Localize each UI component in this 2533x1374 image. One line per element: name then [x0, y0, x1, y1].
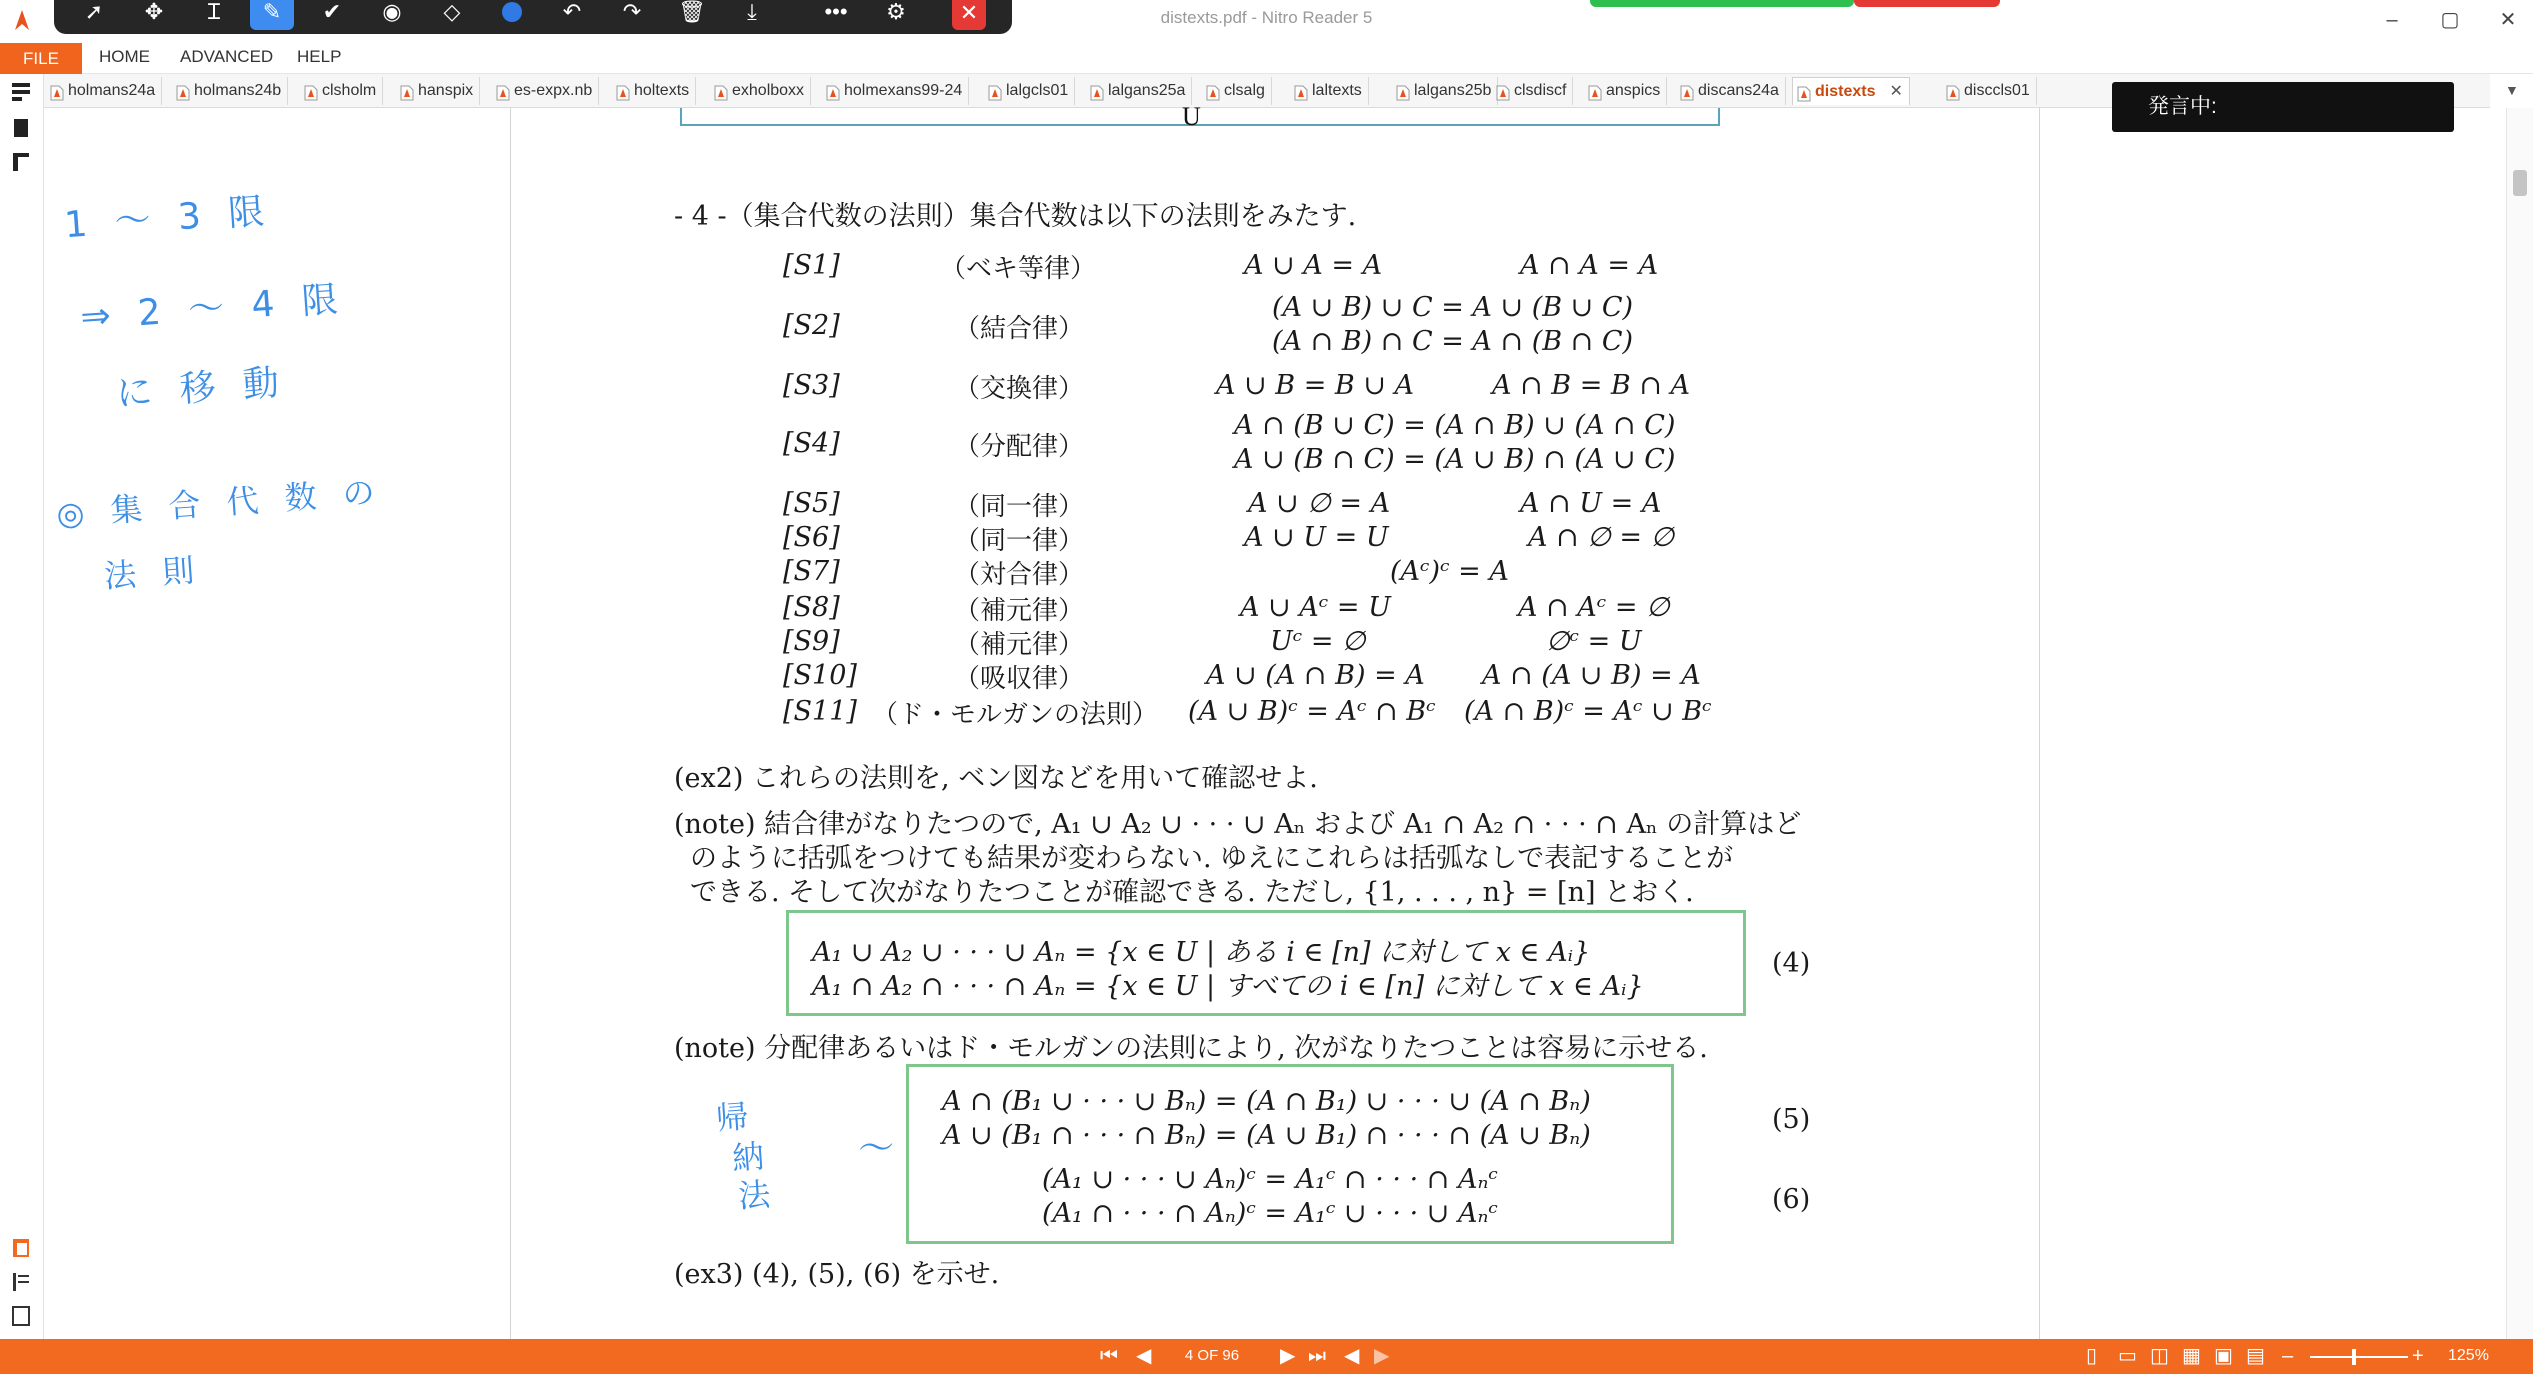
- law-formula-union: (A ∪ B) ∪ C = A ∪ (B ∪ C): [1272, 292, 1634, 323]
- redo-icon[interactable]: ↷: [622, 0, 642, 24]
- note-1-line-2: のように括弧をつけても結果が変わらない. ゆえにこれらは括弧なしで表記することが: [690, 843, 1734, 874]
- tab-holtexts[interactable]: [612, 77, 696, 105]
- pdf-file-icon: [1496, 83, 1510, 99]
- tab-lalgans25a[interactable]: [1086, 77, 1192, 105]
- tab-label: disccls01: [1964, 82, 2030, 99]
- menu-file[interactable]: FILE: [0, 43, 82, 74]
- previous-page-icon[interactable]: ◀: [1136, 1345, 1152, 1367]
- law-name: （ド・モルガンの法則）: [872, 700, 1159, 730]
- law-formula-intersection: A ∩ Aᶜ = ∅: [1518, 592, 1670, 623]
- previous-view-icon[interactable]: ◀: [1344, 1345, 1360, 1367]
- tab-distexts[interactable]: [1792, 77, 1910, 105]
- maximize-icon[interactable]: ▢: [2440, 9, 2460, 31]
- menu-advanced[interactable]: ADVANCED: [180, 47, 274, 66]
- law-formula-intersection: A ∩ (A ∪ B) = A: [1482, 660, 1701, 691]
- equation-number-5: (5): [1772, 1104, 1811, 1135]
- law-formula-intersection: A ∪ (B ∩ C) = (A ∪ B) ∩ (A ∪ C): [1234, 444, 1676, 475]
- law-formula-union: A ∩ (B ∪ C) = (A ∩ B) ∪ (A ∩ C): [1234, 410, 1676, 441]
- tab-label: discans24a: [1698, 82, 1779, 99]
- law-name: （交換律）: [954, 374, 1085, 404]
- bookmarks-icon[interactable]: [9, 116, 33, 140]
- fit-width-icon[interactable]: ▣: [2214, 1345, 2233, 1367]
- stamp-icon[interactable]: ◉: [382, 0, 402, 24]
- signatures-icon[interactable]: [9, 1304, 33, 1328]
- close-window-icon[interactable]: ✕: [2499, 9, 2517, 31]
- tab-es-expx[interactable]: [492, 77, 599, 105]
- law-label: [S11]: [783, 696, 857, 727]
- handwriting-side-1: 帰: [714, 1096, 758, 1138]
- handwriting-line-1: 1 ～ 3 限: [63, 190, 274, 247]
- pen-icon[interactable]: ✎: [250, 0, 294, 30]
- frame-letter: U: [1182, 102, 1201, 131]
- box6-line-1: (A₁ ∪ · · · ∪ Aₙ)ᶜ = A₁ᶜ ∩ · · · ∩ Aₙᶜ: [1042, 1164, 1498, 1195]
- eraser-icon[interactable]: ◇: [443, 0, 461, 24]
- page-indicator[interactable]: 4 OF 96: [1184, 1347, 1240, 1364]
- select-arrow-icon[interactable]: ➚: [84, 0, 104, 24]
- previous-figure-frame: [680, 102, 1720, 131]
- law-label: [S7]: [783, 556, 840, 587]
- tab-label: lalgans25b: [1414, 82, 1492, 99]
- zoom-out-icon[interactable]: –: [2282, 1345, 2294, 1367]
- minimize-icon[interactable]: –: [2386, 9, 2398, 31]
- tab-clsdiscf[interactable]: [1492, 77, 1573, 105]
- law-formula-intersection: ∅ᶜ = U: [1546, 626, 1642, 657]
- note-2: (note) 分配律あるいはド・モルガンの法則により, 次がなりたつことは容易に示せる.: [674, 1033, 1708, 1064]
- layers-icon[interactable]: [9, 1270, 33, 1294]
- law-formula-union: A ∪ (A ∩ B) = A: [1206, 660, 1425, 691]
- equation-number-6: (6): [1772, 1184, 1811, 1215]
- law-label: [S8]: [783, 592, 840, 623]
- close-icon[interactable]: ✕: [952, 0, 986, 30]
- tab-disccls01[interactable]: [1942, 77, 2037, 105]
- tab-label: clsholm: [322, 82, 377, 99]
- audio-level-red: [1854, 0, 2000, 7]
- tab-close-icon[interactable]: ✕: [1889, 83, 1903, 100]
- fit-page-icon[interactable]: ▤: [2246, 1345, 2265, 1367]
- tab-clsalg[interactable]: [1202, 77, 1272, 105]
- handwriting-side-2: 納: [730, 1136, 774, 1178]
- ribbon-menu: [0, 40, 2533, 74]
- tab-label: clsalg: [1224, 82, 1265, 99]
- move-icon[interactable]: ✥: [144, 0, 164, 24]
- tab-anspics[interactable]: [1584, 77, 1667, 105]
- box4-line-1: A₁ ∪ A₂ ∪ · · · ∪ Aₙ = {x ∈ U | ある i ∈ [n] に対して x ∈ Aᵢ}: [812, 937, 1591, 968]
- tab-holmans24b[interactable]: [172, 77, 288, 105]
- law-label: [S10]: [783, 660, 857, 691]
- tab-holmans24a[interactable]: [46, 77, 162, 105]
- law-name: （結合律）: [954, 314, 1085, 344]
- law-formula-union: A ∪ ∅ = A: [1248, 488, 1391, 519]
- law-label: [S5]: [783, 488, 840, 519]
- law-formula-intersection: A ∩ B = B ∩ A: [1492, 370, 1691, 401]
- left-rail: [0, 74, 44, 1339]
- pdf-file-icon: [1206, 83, 1220, 99]
- tab-laltexts[interactable]: [1290, 77, 1369, 105]
- law-formula-union: (A ∪ B)ᶜ = Aᶜ ∩ Bᶜ: [1188, 696, 1436, 727]
- pdf-file-icon: [176, 83, 190, 99]
- box6-line-2: (A₁ ∩ · · · ∩ Aₙ)ᶜ = A₁ᶜ ∪ · · · ∪ Aₙᶜ: [1042, 1198, 1498, 1229]
- law-name: （吸収律）: [954, 664, 1085, 694]
- law-name: （分配律）: [954, 432, 1085, 462]
- pdf-file-icon: [400, 83, 414, 99]
- exercise-2: (ex2) これらの法則を, ベン図などを用いて確認せよ.: [674, 763, 1318, 794]
- last-page-icon[interactable]: ⏭: [1308, 1345, 1326, 1367]
- law-formula-intersection: (A ∩ B)ᶜ = Aᶜ ∪ Bᶜ: [1464, 696, 1712, 727]
- section-heading: - 4 -（集合代数の法則）集合代数は以下の法則をみたす.: [674, 201, 1357, 232]
- law-label: [S2]: [783, 310, 840, 341]
- scrollbar-thumb[interactable]: [2513, 170, 2527, 196]
- tab-label: hanspix: [418, 82, 474, 99]
- pdf-file-icon: [1946, 83, 1960, 99]
- law-label: [S4]: [783, 428, 840, 459]
- audio-level-green: [1590, 0, 1854, 7]
- speaking-overlay: 発言中:: [2112, 82, 2454, 132]
- profile-icon[interactable]: ⚙: [886, 0, 906, 24]
- box5-line-1: A ∩ (B₁ ∪ · · · ∪ Bₙ) = (A ∩ B₁) ∪ · · · ∪ (A ∩ Bₙ): [942, 1086, 1591, 1117]
- menu-help[interactable]: HELP: [297, 47, 342, 66]
- law-formula-union: A ∪ A = A: [1244, 250, 1383, 281]
- pdf-file-icon: [1797, 84, 1811, 100]
- continuous-view-icon[interactable]: ▭: [2118, 1345, 2137, 1367]
- tab-label: exholboxx: [732, 82, 805, 99]
- attachments-icon[interactable]: [9, 1236, 33, 1260]
- undo-icon[interactable]: ↶: [562, 0, 582, 24]
- law-formula-intersection: A ∩ ∅ = ∅: [1528, 522, 1675, 553]
- law-formula-union: Uᶜ = ∅: [1270, 626, 1366, 657]
- tab-holmexans99-24[interactable]: [822, 77, 969, 105]
- save-icon[interactable]: ⤓: [747, 0, 757, 24]
- law-formula-involution: (Aᶜ)ᶜ = A: [1390, 556, 1509, 587]
- tab-lalgcls01[interactable]: [984, 77, 1075, 105]
- tab-label: lalgans25a: [1108, 82, 1186, 99]
- status-bar: [0, 1339, 2533, 1374]
- facing-continuous-view-icon[interactable]: ▦: [2182, 1345, 2201, 1367]
- tab-label: anspics: [1606, 82, 1661, 99]
- text-cursor-icon[interactable]: Ɪ: [207, 0, 221, 24]
- exercise-3: (ex3) (4), (5), (6) を示せ.: [674, 1259, 1000, 1290]
- pdf-file-icon: [1090, 83, 1104, 99]
- law-formula-intersection: A ∩ A = A: [1520, 250, 1659, 281]
- first-page-icon[interactable]: ⏮: [1100, 1345, 1118, 1367]
- handwriting-line-4: ◎ 集 合 代 数 の: [55, 472, 384, 534]
- box5-line-2: A ∪ (B₁ ∩ · · · ∩ Bₙ) = (A ∪ B₁) ∩ · · · ∩ (A ∪ Bₙ): [942, 1120, 1591, 1151]
- next-page-icon[interactable]: ▶: [1280, 1345, 1296, 1367]
- law-formula-intersection: A ∩ U = A: [1520, 488, 1662, 519]
- pdf-file-icon: [304, 83, 318, 99]
- law-formula-union: A ∪ U = U: [1244, 522, 1389, 553]
- trash-icon[interactable]: 🗑: [678, 0, 706, 24]
- pages-panel-icon[interactable]: [9, 80, 33, 104]
- law-name: （同一律）: [954, 526, 1085, 556]
- pdf-file-icon: [1294, 83, 1308, 99]
- pdf-file-icon: [988, 83, 1002, 99]
- box4-line-2: A₁ ∩ A₂ ∩ · · · ∩ Aₙ = {x ∈ U | すべての i ∈ [n] に対して x ∈ Aᵢ}: [812, 971, 1644, 1002]
- single-page-view-icon[interactable]: ▯: [2086, 1345, 2098, 1367]
- pdf-file-icon: [826, 83, 840, 99]
- tab-discans24a[interactable]: [1676, 77, 1786, 105]
- tab-label: holmans24b: [194, 82, 282, 99]
- pdf-file-icon: [1680, 83, 1694, 99]
- note-1-line-1: (note) 結合律がなりたつので, A₁ ∪ A₂ ∪ · · · ∪ Aₙ および A₁ ∩ A₂ ∩ · · · ∩ Aₙ の計算はど: [674, 809, 1802, 840]
- tab-label: clsdiscf: [1514, 82, 1567, 99]
- zoom-slider[interactable]: [2310, 1356, 2408, 1358]
- handwriting-line-2: ⇒ 2 ～ 4 限: [79, 278, 348, 339]
- pdf-file-icon: [714, 83, 728, 99]
- law-name: （補元律）: [954, 596, 1085, 626]
- more-icon[interactable]: •••: [824, 0, 848, 24]
- canvas-margin-right: [2041, 108, 2506, 1339]
- tab-exholboxx[interactable]: [710, 77, 811, 105]
- law-name: （対合律）: [954, 560, 1085, 590]
- pdf-file-icon: [1588, 83, 1602, 99]
- menu-home[interactable]: HOME: [99, 47, 150, 66]
- law-name: （ベキ等律）: [940, 254, 1097, 284]
- law-formula-union: A ∪ B = B ∪ A: [1216, 370, 1415, 401]
- law-name: （補元律）: [954, 630, 1085, 660]
- pdf-file-icon: [1396, 83, 1410, 99]
- zoom-in-icon[interactable]: +: [2412, 1345, 2424, 1367]
- tab-label: laltexts: [1312, 82, 1362, 99]
- tab-hanspix[interactable]: [396, 77, 480, 105]
- law-formula-union: A ∪ Aᶜ = U: [1240, 592, 1391, 623]
- note-1-line-3: できる. そして次がなりたつことが確認できる. ただし, {1, . . . , n} = [n] とおく.: [690, 877, 1694, 908]
- law-name: （同一律）: [954, 492, 1085, 522]
- tab-label: lalgcls01: [1006, 82, 1069, 99]
- tab-scroll-down-icon[interactable]: ▼: [2505, 82, 2519, 98]
- tab-clsholm[interactable]: [300, 77, 383, 105]
- tab-label: holmans24a: [68, 82, 156, 99]
- handwriting-side-3: 法: [736, 1174, 780, 1216]
- tab-label: holmexans99-24: [844, 82, 963, 99]
- handwriting-line-5: 法 則: [102, 550, 204, 596]
- law-label: [S6]: [783, 522, 840, 553]
- handwriting-line-3: に 移 動: [114, 362, 289, 415]
- pdf-file-icon: [50, 83, 64, 99]
- check-icon[interactable]: ✔: [322, 0, 342, 24]
- handwriting-tilde: ～: [856, 1126, 904, 1171]
- equation-number-4: (4): [1772, 948, 1811, 979]
- law-label: [S9]: [783, 626, 840, 657]
- law-formula-intersection: (A ∩ B) ∩ C = A ∩ (B ∩ C): [1272, 326, 1634, 357]
- window-title: distexts.pdf - Nitro Reader 5: [1160, 8, 1373, 27]
- comments-panel-icon[interactable]: [9, 150, 33, 174]
- next-view-icon[interactable]: ▶: [1374, 1345, 1390, 1367]
- tab-label: holtexts: [634, 82, 690, 99]
- tab-label: distexts: [1815, 83, 1876, 100]
- pdf-file-icon: [496, 83, 510, 99]
- vertical-scrollbar[interactable]: [2506, 108, 2533, 1339]
- facing-view-icon[interactable]: ◫: [2150, 1345, 2169, 1367]
- law-label: [S1]: [783, 250, 840, 281]
- tab-label: es-expx.nb: [514, 82, 593, 99]
- tab-lalgans25b[interactable]: [1392, 77, 1498, 105]
- zoom-slider-handle[interactable]: [2352, 1349, 2356, 1365]
- pen-toolbar: [54, 0, 1012, 34]
- law-label: [S3]: [783, 370, 840, 401]
- pdf-file-icon: [616, 83, 630, 99]
- color-dot-icon[interactable]: [490, 0, 534, 30]
- zoom-level[interactable]: 125%: [2448, 1347, 2489, 1364]
